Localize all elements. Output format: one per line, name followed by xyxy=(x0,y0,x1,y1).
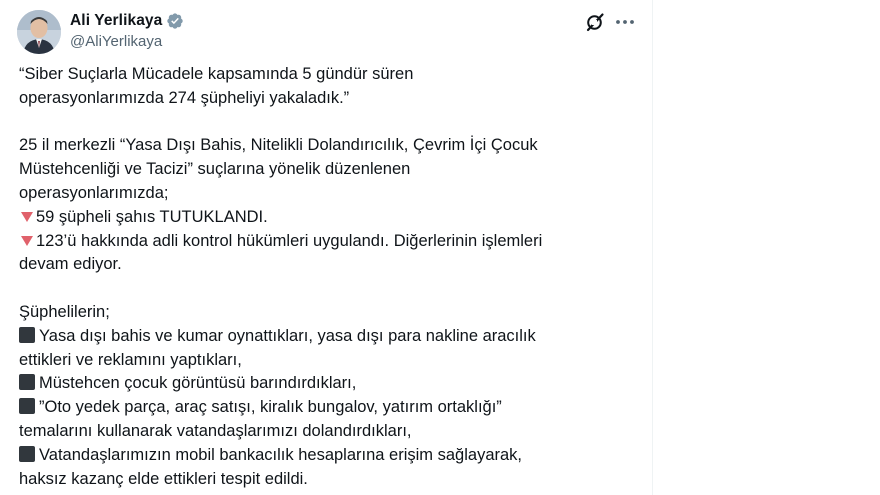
bullet-line xyxy=(19,325,639,349)
tweet-line: 59 şüpheli şahıs TUTUKLANDI. xyxy=(36,207,268,226)
author-handle[interactable]: @AliYerlikaya xyxy=(70,33,163,50)
avatar[interactable] xyxy=(17,10,61,54)
bullet-line xyxy=(19,444,639,468)
bullet-line xyxy=(19,206,639,230)
tweet-line: 25 il merkezli “Yasa Dışı Bahis, Nitelikli Dolandırıcılık, Çevrim İçi Çocuk xyxy=(19,136,538,155)
tweet-line: “Siber Suçlarla Mücadele kapsamında 5 gündür süren xyxy=(19,65,414,83)
tweet-line: ”Oto yedek parça, araç satışı, kiralık bungalov, yatırım ortaklığı” xyxy=(39,398,502,417)
tweet-line: Müstehcenliği ve Tacizi” suçlarına yönelik düzenlenen xyxy=(19,160,411,179)
blank-line xyxy=(19,111,639,135)
verified-badge-icon xyxy=(166,12,184,30)
tweet-line: operasyonlarımızda; xyxy=(19,183,169,202)
red-triangle-down-icon xyxy=(21,236,33,246)
author-row xyxy=(70,12,184,30)
tweet-line: Şüphelilerin; xyxy=(19,302,110,321)
tweet-text xyxy=(19,63,639,491)
red-triangle-down-icon xyxy=(21,212,33,222)
black-square-icon xyxy=(19,374,35,390)
grok-icon[interactable] xyxy=(584,11,606,33)
black-square-icon xyxy=(19,327,35,343)
tweet-line: operasyonlarımızda 274 şüpheliyi yakaladık.” xyxy=(19,88,350,107)
author-name[interactable]: Ali Yerlikaya xyxy=(70,12,163,29)
tweet-line: 123’ü hakkında adli kontrol hükümleri uygulandı. Diğerlerinin işlemleri xyxy=(36,231,543,250)
column-divider xyxy=(652,0,653,495)
blank-line xyxy=(19,277,639,301)
tweet-line: temalarını kullanarak vatandaşlarımızı dolandırdıkları, xyxy=(19,421,412,440)
avatar-image xyxy=(17,10,61,54)
tweet-line: Yasa dışı bahis ve kumar oynattıkları, yasa dışı para nakline aracılık xyxy=(39,326,536,345)
bullet-line xyxy=(19,396,639,420)
tweet-line: devam ediyor. xyxy=(19,255,122,274)
tweet-line: Vatandaşlarımızın mobil bankacılık hesaplarına erişim sağlayarak, xyxy=(39,445,523,464)
bullet-line xyxy=(19,372,639,396)
black-square-icon xyxy=(19,398,35,414)
tweet-line: Müstehcen çocuk görüntüsü barındırdıkları, xyxy=(39,374,357,393)
more-icon[interactable] xyxy=(613,11,637,33)
tweet-line: haksız kazanç elde ettikleri tespit edildi. xyxy=(19,469,308,488)
bullet-line xyxy=(19,230,639,254)
black-square-icon xyxy=(19,446,35,462)
tweet-line: ettikleri ve reklamını yaptıkları, xyxy=(19,350,242,369)
